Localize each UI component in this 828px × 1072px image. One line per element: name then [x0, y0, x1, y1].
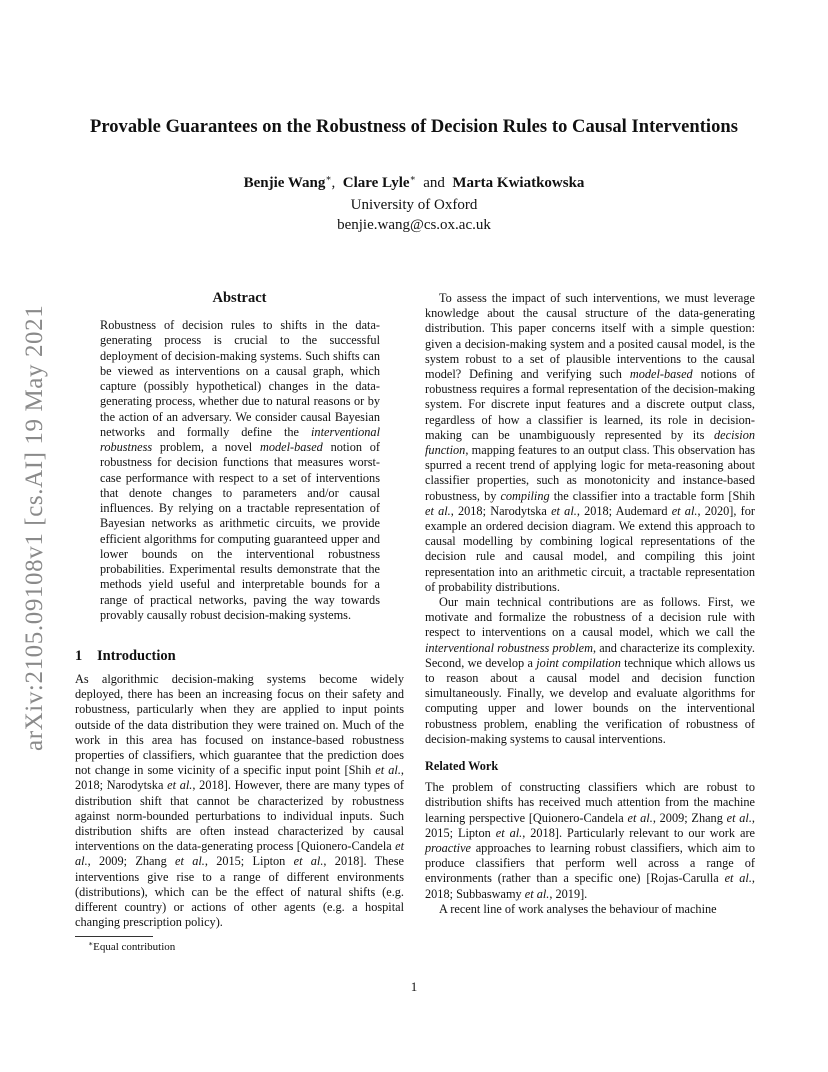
paper-title: Provable Guarantees on the Robustness of Decision Rules to Causal Interventions	[89, 117, 739, 137]
introduction-paragraph-3: Our main technical contributions are as follows. First, we motivate and formalize the robustness of a decision rule with respect to interventions on a causal model, which we call the interventional robustness problem, and characterize its complexity. Second, we develop a joint compilation technique which allows us to reason about a causal model and decision function simultaneously. Finally, we develop and evaluate algorithms for computing upper and lower bounds on the interventional robustness problem, enabling the verification of robustness of decision-making systems to causal interventions.	[425, 595, 755, 746]
footnote-text: Equal contribution	[93, 941, 176, 953]
footnote-marker: ∗	[88, 939, 94, 948]
right-column	[425, 291, 755, 917]
author-name: Marta Kwiatkowska	[452, 175, 585, 191]
author-name: Benjie Wang	[243, 175, 326, 191]
left-column	[75, 290, 404, 930]
author-list	[0, 173, 828, 192]
abstract-heading: Abstract	[212, 290, 267, 306]
introduction-paragraph-2: To assess the impact of such interventions, we must leverage knowledge about the causal structure of the data-generating distribution. This paper concerns itself with a simple question: given a decision-making system and a posited causal model, is the system robust to a set of plausible interventions to the causal model? Defining and verifying such model-based notions of robustness requires a formal representation of the decision-making system. For discrete input features and a discrete output class, regardless of how a classifier is learned, its role in decision-making can be unambiguously represented by its decision function, mapping features to an output class. This observation has spurred a recent trend of applying logic for meta-reasoning about classifier properties, such as monotonicity and instance-based robustness, by compiling the classifier into a tractable form [Shih et al., 2018; Narodytska et al., 2018; Audemard et al., 2020], for example an ordered decision diagram. We extend this approach to causal modelling by combining logical representations of the decision rule and causal model, and compiling this joint representation into an arithmetic circuit, a tractable representation of probability distributions.	[425, 291, 756, 594]
equal-contribution-marker: ∗	[409, 173, 416, 183]
affiliation: University of Oxford	[350, 197, 478, 213]
section-heading-introduction	[75, 648, 404, 665]
subsection-heading-related-work: Related Work	[425, 759, 499, 774]
related-work-paragraph-2: A recent line of work analyses the behaviour of machine	[439, 901, 717, 916]
footnote-divider	[75, 936, 153, 937]
equal-contribution-marker: ∗	[325, 173, 332, 183]
arxiv-identifier-stamp: arXiv:2105.09108v1 [cs.AI] 19 May 2021	[21, 304, 48, 752]
author-conjunction: and	[423, 175, 445, 191]
section-title: Introduction	[97, 648, 176, 664]
author-separator: ,	[331, 175, 336, 191]
footnote	[88, 939, 175, 953]
author-email[interactable]: benjie.wang@cs.ox.ac.uk	[337, 217, 491, 233]
abstract-text: Robustness of decision rules to shifts in the data-generating process is crucial to the successful deployment of decision-making systems. Such shifts can be viewed as interventions on a causal graph, which capture (possibly hypothetical) changes in the data-generating process, whether due to natural reasons or by the action of an adversary. We consider causal Bayesian networks and formally define the interventional robustness problem, a novel model-based notion of robustness for decision functions that measures worst-case performance with respect to a set of interventions that denote changes to parameters and/or causal influences. By relying on a tractable representation of Bayesian networks as arithmetic circuits, we provide efficient algorithms for computing guaranteed upper and lower bounds on the interventional robustness probabilities. Experimental results demonstrate that the methods yield useful and interpretable bounds for a range of practical networks, paving the way towards provably causally robust decision-making systems.	[100, 318, 380, 622]
author-name: Clare Lyle	[342, 175, 410, 191]
section-number: 1	[75, 648, 83, 664]
page-number: 1	[410, 979, 418, 994]
introduction-paragraph-1: As algorithmic decision-making systems become widely deployed, there has been an increasing focus on their safety and robustness, particularly when they are applied to input points outside of the data distribution they were trained on. Much of the work in this area has focused on instance-based robustness properties of classifiers, which guarantee that the prediction does not change in some vicinity of a specific input point [Shih et al., 2018; Narodytska et al., 2018]. However, there are many types of distribution shift that cannot be characterized by robustness against norm-bounded perturbations to individual inputs. Such distribution shifts are often instead characterized by causal interventions on the data-generating process [Quionero-Candela et al., 2009; Zhang et al., 2015; Lipton et al., 2018]. These interventions give rise to a range of different environments (distributions), which can be the effect of natural shifts (e.g. different country) or actions of other agents (e.g. a hospital changing prescription policy).	[75, 672, 404, 930]
related-work-paragraph-1: The problem of constructing classifiers which are robust to distribution shifts has received much attention from the machine learning perspective [Quionero-Candela et al., 2009; Zhang et al., 2015; Lipton et al., 2018]. Particularly relevant to our work are proactive approaches to learning robust classifiers, which aim to produce classifiers that perform well across a range of environments (rather than a specific one) [Rojas-Carulla et al., 2018; Subbaswamy et al., 2019].	[425, 780, 756, 901]
